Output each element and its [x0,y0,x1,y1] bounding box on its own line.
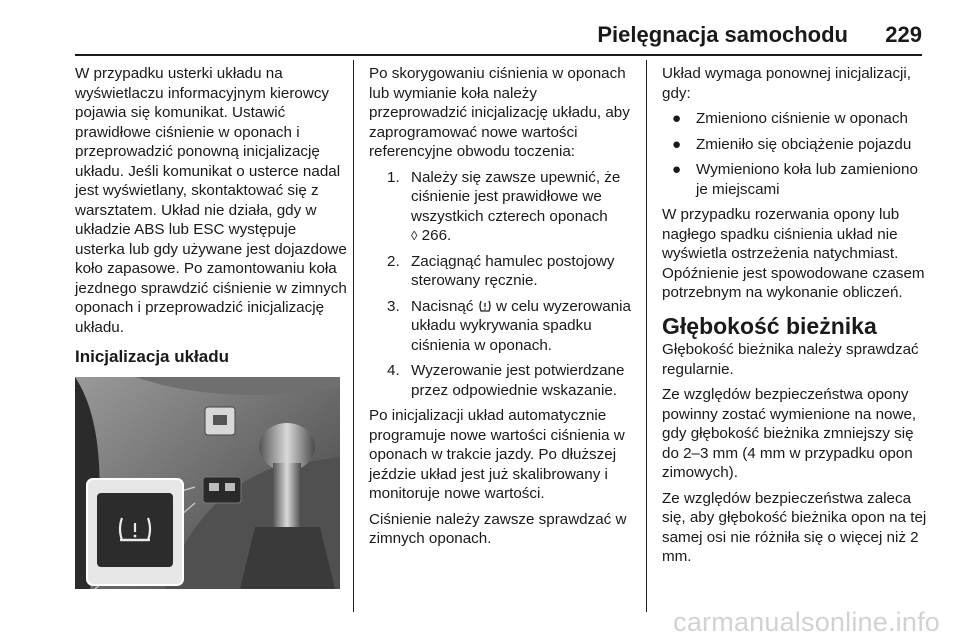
initialization-steps [369,168,639,401]
header-rule [75,54,922,56]
gear-console-illustration [75,377,340,589]
column-divider-2 [646,60,647,612]
column-divider-1 [353,60,354,612]
column-1 [75,64,347,589]
bullet-icon: ● [672,161,682,178]
step-2: 2. Zaciągnąć hamulec postojowy sterowany ręcznie. [387,252,615,289]
bullet-icon: ● [672,110,682,127]
step-4: 4. Wyzerowanie jest potwierdzane przez odpowiednie wskazanie. [387,362,625,399]
cold-tyres-paragraph: Ciśnienie należy zawsze sprawdzać w zimnych oponach. [369,510,627,547]
tread-axle-paragraph: Ze względów bezpieczeństwa zaleca się, aby głębokość bieżnika opon na tej samej osi nie różniła się o więcej niż 2 mm. [662,489,927,565]
column-3 [662,64,930,573]
tpms-icon [478,299,492,313]
list-item: ● Zmieniono ciśnienie w oponach [672,110,908,127]
watermark: carmanualsonline.info [673,607,940,637]
list-item: ● Zmieniło się obciążenie pojazdu [672,135,912,153]
section-heading-tread-depth: Głębokość bieżnika [662,312,877,339]
tyre-burst-paragraph: W przypadku rozerwania opony lub nagłego spadku ciśnienia układ nie wyświetla ostrzeżenia natychmiast. Opóźnienie jest spowodowane czasem potrzebnym na wykonanie obliczeń. [662,206,925,301]
initialization-intro: Po skorygowaniu ciśnienia w oponach lub wymianie koła należy przeprowadzić inicjalizację układu, aby zaprogramować nowe wartości referencyjne obwodu toczenia: [369,65,630,160]
reinit-intro: Układ wymaga ponownej inicjalizacji, gdy: [662,65,912,102]
tread-replace-paragraph: Ze względów bezpieczeństwa opony powinny zostać wymienione na nowe, gdy głębokość bieżnika zmniejszy się do 2–3 mm (4 mm w przypadku opon zimowych). [662,386,917,481]
section-heading-initialization: Inicjalizacja układu [75,347,230,366]
step-3: 3. Nacisnąć w celu wyzerowania układu wykrywania spadku ciśnienia w oponach. [387,297,631,354]
page-header [0,22,960,56]
tread-check-paragraph: Głębokość bieżnika należy sprawdzać regularnie. [662,341,919,378]
bullet-icon: ● [672,135,682,153]
after-init-paragraph: Po inicjalizacji układ automatycznie programuje nowe wartości ciśnienia w oponach w trakcie jazdy. Po dłuższej jeździe układ jest już skalibrowany i monitoruje nowe wartości. [369,407,625,502]
step-1: 1. Należy się zawsze upewnić, że ciśnienie jest prawidłowe we wszystkich czterech oponach ◊ 266. [387,168,621,244]
page-reference: 266. [421,227,452,244]
list-item: ● Wymieniono koła lub zamieniono je miejscami [672,161,918,198]
page-number: 229 [885,22,922,47]
chapter-title: Pielęgnacja samochodu [597,22,848,47]
column-2 [369,64,639,555]
reinit-conditions [662,109,930,199]
malfunction-paragraph: W przypadku usterki układu na wyświetlaczu informacyjnym kierowcy pojawia się komunikat. Ustawić prawidłowe ciśnienie w oponach i przeprowadzić ponowną inicjalizację układu. Jeśli komunikat o usterce nadal jest wyświetlany, skontaktować się z warsztatem. Układ nie działa, gdy w układzie ABS lub ESC występuje usterka lub gdy używane jest dojazdowe koło zapasowe. Po zamontowaniu koła jezdnego sprawdzić ciśnienie w zimnych oponach i przeprowadzić inicjalizację układu. [75,65,347,336]
page-ref-icon: ◊ [411,228,418,243]
